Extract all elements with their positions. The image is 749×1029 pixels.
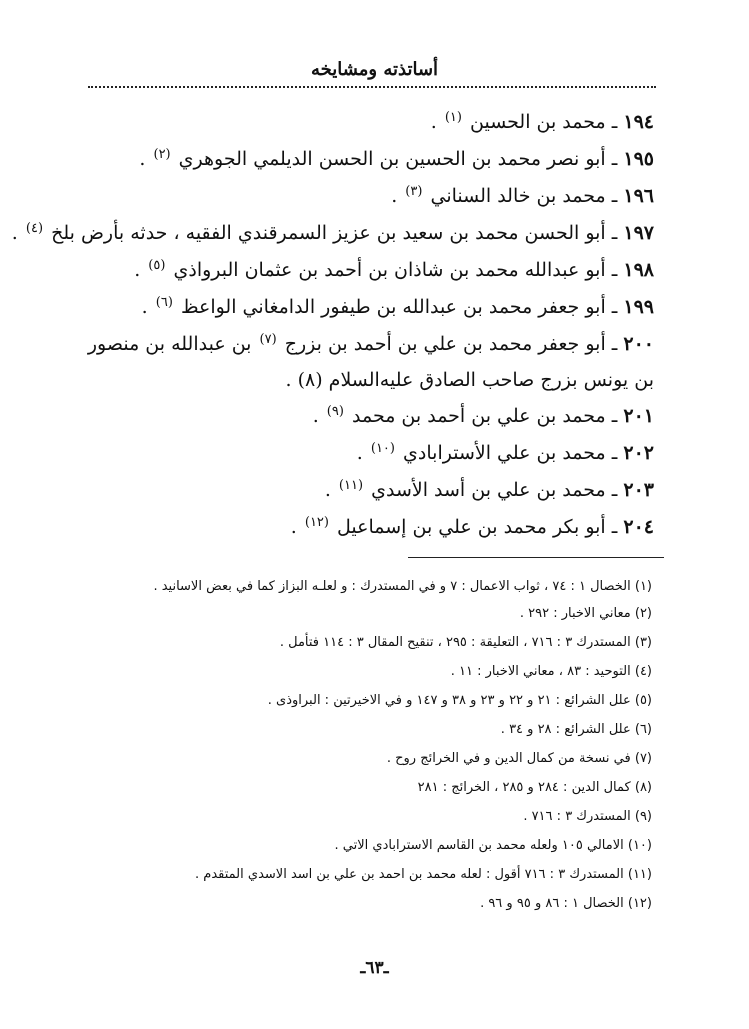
footnote-12: (١٢) الخصال ١ : ٨٦ و ٩٥ و ٩٦ . bbox=[480, 896, 652, 911]
entry-200 bbox=[84, 326, 654, 398]
entry-201 bbox=[84, 398, 654, 435]
entry-number: ٢٠٤ bbox=[623, 516, 654, 538]
entry-text: ـ أبو عبدالله محمد بن شاذان بن أحمد بن عثمان البرواذي bbox=[173, 259, 618, 281]
entry-number: ٢٠٠ bbox=[623, 333, 654, 355]
entry-number: ١٩٤ bbox=[623, 111, 654, 133]
entry-tail: . bbox=[139, 148, 146, 170]
entry-text: ـ محمد بن علي بن أحمد بن محمد bbox=[351, 405, 618, 427]
footnote-9: (٩) المستدرك ٣ : ٧١٦ . bbox=[523, 809, 652, 824]
entry-text: ـ أبو نصر محمد بن الحسين بن الحسن الديلمي الجوهري bbox=[178, 148, 618, 170]
entry-196 bbox=[84, 178, 654, 215]
entry-199 bbox=[84, 289, 654, 326]
entry-number: ١٩٥ bbox=[623, 148, 654, 170]
entry-tail: . bbox=[290, 516, 297, 538]
entry-tail: . bbox=[11, 222, 18, 244]
footnote-7: (٧) في نسخة من كمال الدين و في الخرائج روح . bbox=[386, 751, 652, 766]
footnote-1: (١) الخصال ١ : ٧٤ ، ثواب الاعمال : ٧ و في المستدرك : و لعلـه البزاز كما في بعض الاسانيد . bbox=[153, 579, 652, 594]
footnote-4: (٤) التوحيد : ٨٣ ، معاني الاخبار : ١١ . bbox=[450, 664, 652, 679]
footnote-marker: (٧) bbox=[259, 331, 277, 347]
header-dotted-rule bbox=[88, 86, 656, 88]
footnote-separator-rule bbox=[408, 557, 664, 558]
entry-number: ١٩٩ bbox=[623, 296, 654, 318]
footnote-marker: (٥) bbox=[148, 257, 166, 273]
entry-tail: . bbox=[134, 259, 141, 281]
page-header-title: أساتذته ومشايخه bbox=[310, 59, 439, 80]
footnote-marker: (١١) bbox=[338, 477, 364, 493]
entry-text: ـ محمد بن علي بن أسد الأسدي bbox=[371, 479, 618, 501]
footnote-8: (٨) كمال الدين : ٢٨٤ و ٢٨٥ ، الخرائج : ٢٨١ bbox=[417, 780, 652, 795]
footnote-11: (١١) المستدرك ٣ : ٧١٦ أقول : لعله محمد بن احمد بن علي بن اسد الاسدي المتقدم . bbox=[195, 867, 652, 882]
footnote-marker: (٢) bbox=[153, 146, 171, 162]
footnotes-list bbox=[87, 574, 652, 918]
entry-text: ـ أبو الحسن محمد بن سعيد بن عزيز السمرقندي الفقيه ، حدثه بأرض بلخ bbox=[51, 222, 618, 244]
entry-203 bbox=[84, 472, 654, 509]
page-number: ـ٦٣ـ bbox=[360, 958, 389, 978]
entry-number: ٢٠٢ bbox=[623, 442, 654, 464]
entry-tail: . bbox=[391, 185, 398, 207]
footnote-marker: (١٢) bbox=[304, 514, 329, 530]
entry-number: ١٩٧ bbox=[623, 222, 654, 244]
entry-tail: . bbox=[430, 111, 437, 133]
entry-number: ١٩٨ bbox=[623, 259, 654, 281]
footnote-5: (٥) علل الشرائع : ٢١ و ٢٢ و ٢٣ و ٣٨ و ١٤٧ و في الاخيرتين : البراوذى . bbox=[267, 693, 652, 708]
entry-197 bbox=[11, 215, 654, 252]
entry-tail: . bbox=[324, 479, 331, 501]
entry-text: ـ أبو جعفر محمد بن عبدالله بن طيفور الدامغاني الواعظ bbox=[180, 296, 618, 318]
footnote-marker: (١) bbox=[444, 109, 462, 125]
footnote-3: (٣) المستدرك ٣ : ٧١٦ ، التعليقة : ٢٩٥ ، تنقيح المقال ٣ : ١١٤ فتأمل . bbox=[279, 635, 652, 650]
footnote-marker: (١٠) bbox=[370, 440, 395, 456]
entry-text: ـ محمد بن الحسين bbox=[470, 111, 618, 133]
entry-tail: . bbox=[312, 405, 319, 427]
entry-198 bbox=[84, 252, 654, 289]
entry-text: ـ محمد بن علي الأسترابادي bbox=[403, 442, 618, 464]
footnote-marker: (٩) bbox=[326, 403, 344, 419]
entry-text: ـ أبو جعفر محمد بن علي بن أحمد بن بزرج bbox=[284, 333, 618, 355]
footnote-marker: (٦) bbox=[155, 294, 173, 310]
teachers-list bbox=[11, 104, 654, 546]
footnote-marker: (٣) bbox=[405, 183, 423, 199]
entry-195 bbox=[84, 141, 654, 178]
entry-text: ـ محمد بن خالد السناني bbox=[430, 185, 618, 207]
footnote-6: (٦) علل الشرائع : ٢٨ و ٣٤ . bbox=[500, 722, 652, 737]
entry-number: ١٩٦ bbox=[623, 185, 654, 207]
entry-202 bbox=[84, 435, 654, 472]
entry-tail: . bbox=[141, 296, 148, 318]
footnote-2: (٢) معاني الاخبار : ٢٩٢ . bbox=[519, 606, 652, 621]
entry-text: ـ أبو بكر محمد بن علي بن إسماعيل bbox=[337, 516, 618, 538]
entry-194 bbox=[84, 104, 654, 141]
entry-tail: بن عبدالله بن منصور بن يونس بزرج صاحب الصادق عليه‌السلام (٨) . bbox=[87, 333, 654, 391]
entry-tail: . bbox=[356, 442, 363, 464]
entry-number: ٢٠٣ bbox=[623, 479, 654, 501]
footnote-10: (١٠) الامالي ١٠٥ ولعله محمد بن القاسم الاسترابادي الاتي . bbox=[334, 838, 652, 853]
entry-204 bbox=[84, 509, 654, 546]
entry-number: ٢٠١ bbox=[623, 405, 654, 427]
footnote-marker: (٤) bbox=[25, 220, 44, 236]
